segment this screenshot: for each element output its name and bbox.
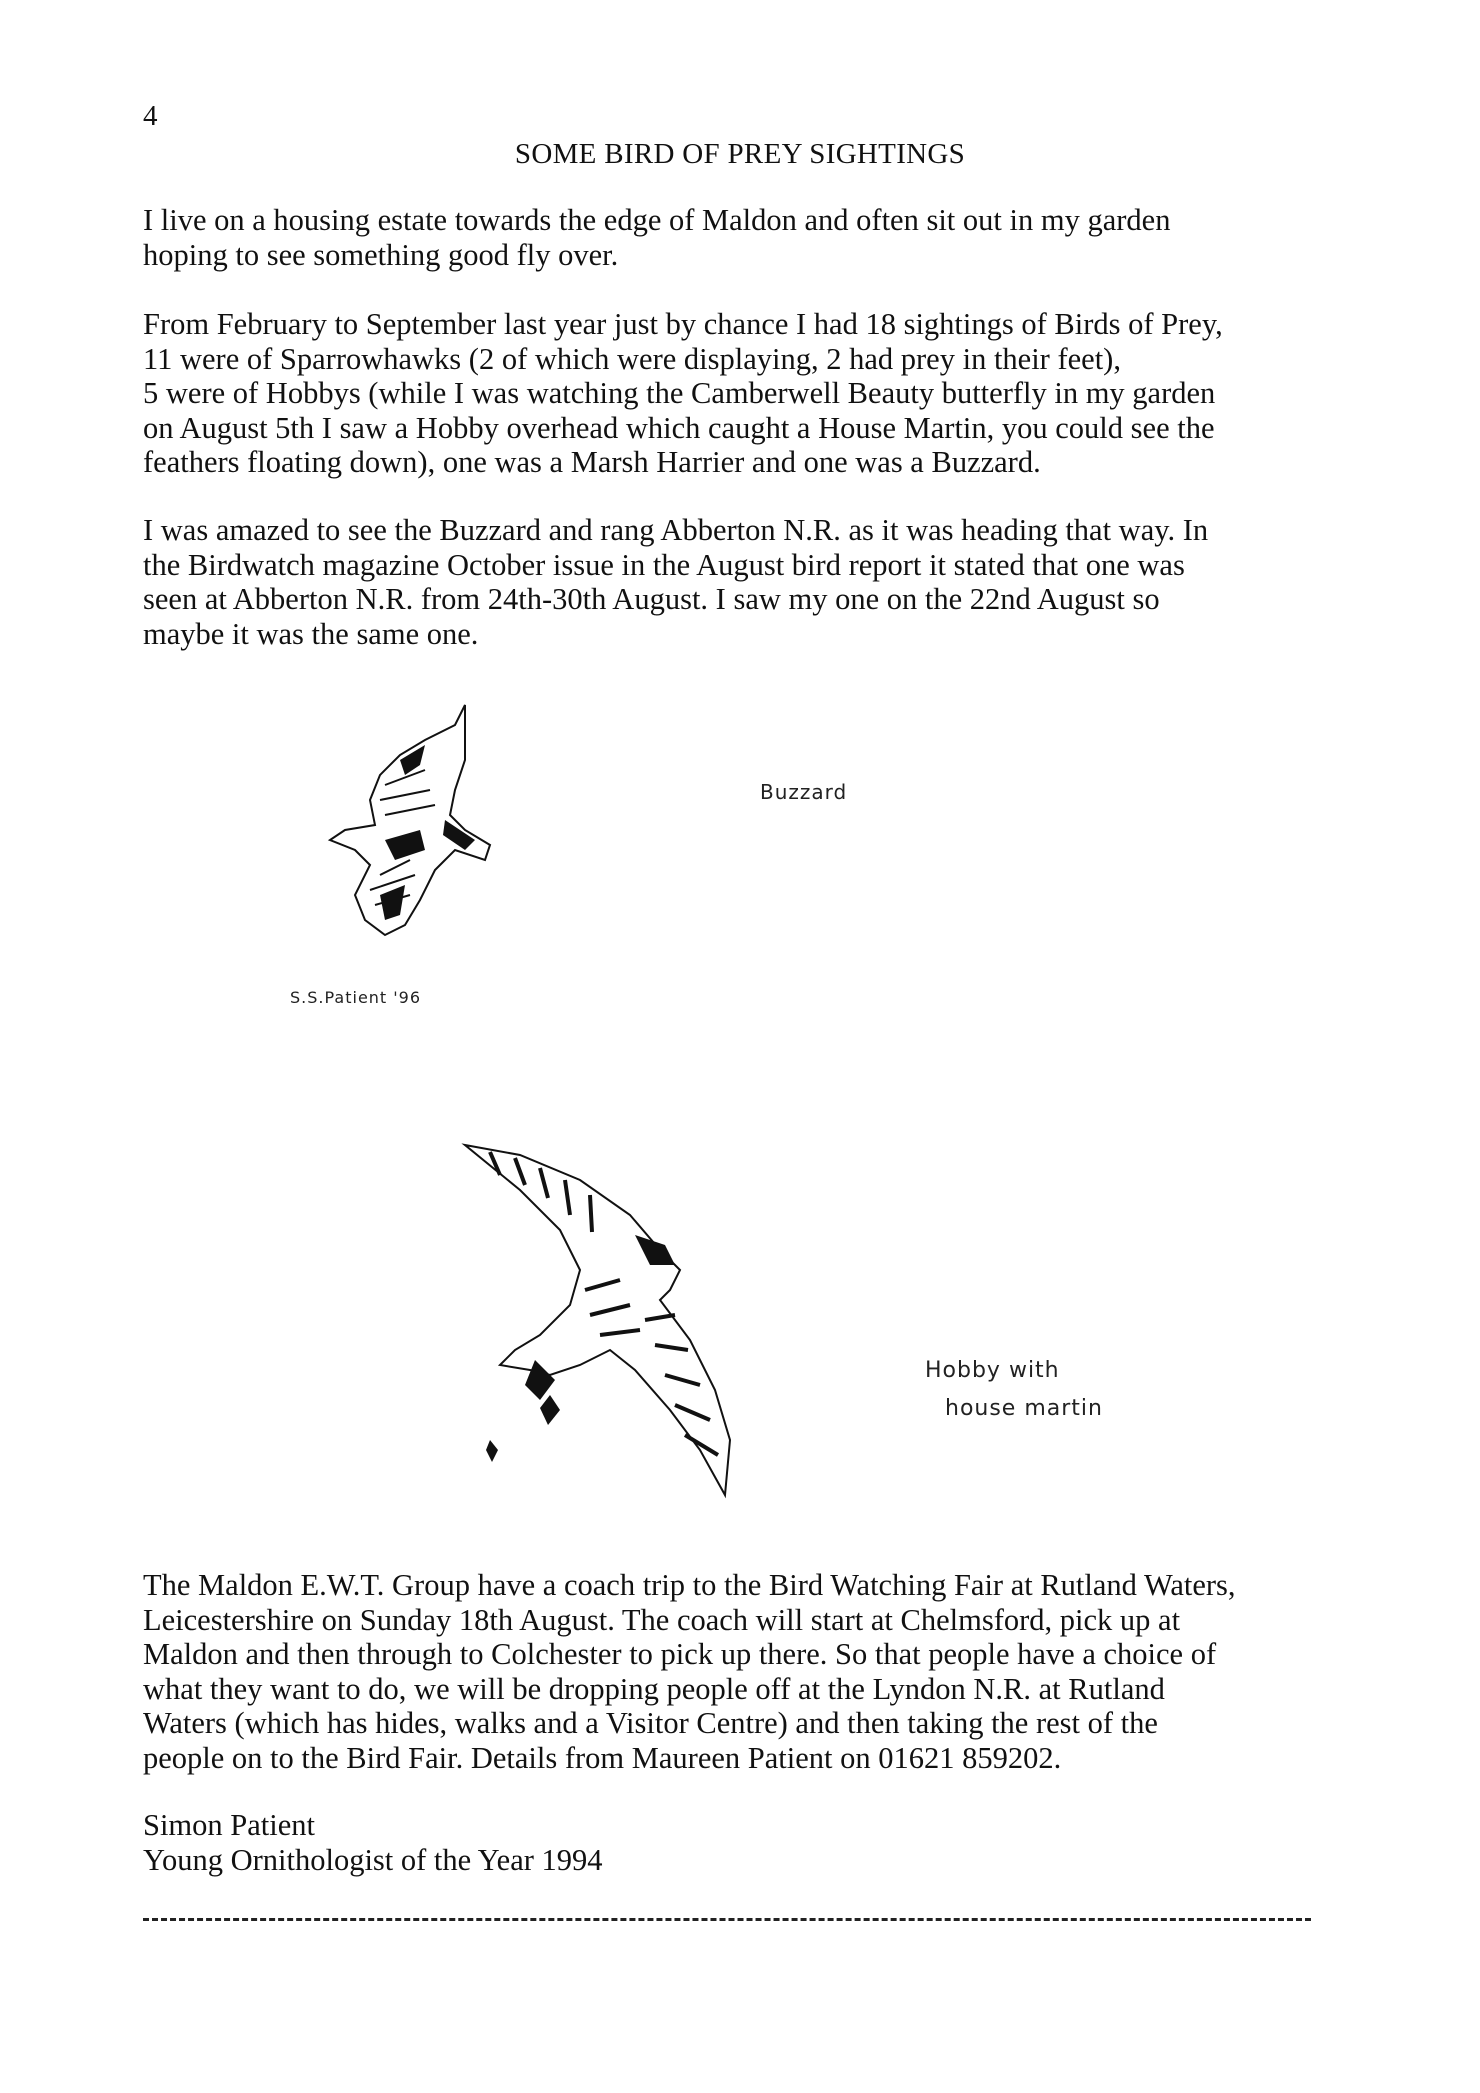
author-title: Young Ornithologist of the Year 1994 bbox=[143, 1842, 603, 1877]
author-signature bbox=[143, 1808, 1343, 1877]
buzzard-caption: Buzzard bbox=[760, 780, 848, 804]
buzzard-illustration bbox=[325, 700, 505, 945]
coach-trip-paragraph: The Maldon E.W.T. Group have a coach trip to the Bird Watching Fair at Rutland Waters, Leicestershire on Sunday 18th August. The coach will start at Chelmsford, pick up at Maldon and then through to Colchester to pick up there. So that people have a choice of what they want to do, we will be dropping people off at the Lyndon N.R. at Rutland Waters (which has hides, walks and a Visitor Centre) and then taking the rest of the people on to the Bird Fair. Details from Maureen Patient on 01621 859202. bbox=[143, 1568, 1236, 1775]
author-name: Simon Patient bbox=[143, 1808, 315, 1842]
buzzard-paragraph: I was amazed to see the Buzzard and rang Abberton N.R. as it was heading that way. In the Birdwatch magazine October issue in the August bird report it stated that one was seen at Abberton N.R. from 24th-30th August. I saw my one on the 22nd August so maybe it was the same one. bbox=[143, 513, 1209, 651]
intro-paragraph: I live on a housing estate towards the edge of Maldon and often sit out in my garden hoping to see something good fly over. bbox=[143, 203, 1171, 272]
sightings-paragraph: From February to September last year just by chance I had 18 sightings of Birds of Prey, 11 were of Sparrowhawks (2 of which were displaying, 2 had prey in their feet), 5 were of Hobbys (while I was watching the Camberwell Beauty butterfly in my garden on August 5th I saw a Hobby overhead which caught a House Martin, you could see the feathers floating down), one was a Marsh Harrier and one was a Buzzard. bbox=[143, 307, 1223, 479]
hobby-illustration bbox=[460, 1140, 750, 1505]
hobby-caption-line2: house martin bbox=[945, 1396, 1103, 1421]
artist-signature: S.S.Patient '96 bbox=[290, 988, 422, 1007]
page-number: 4 bbox=[143, 100, 158, 132]
hobby-caption-line1: Hobby with bbox=[925, 1358, 1060, 1383]
page-title: SOME BIRD OF PREY SIGHTINGS bbox=[514, 138, 966, 170]
section-divider bbox=[143, 1918, 1311, 1921]
